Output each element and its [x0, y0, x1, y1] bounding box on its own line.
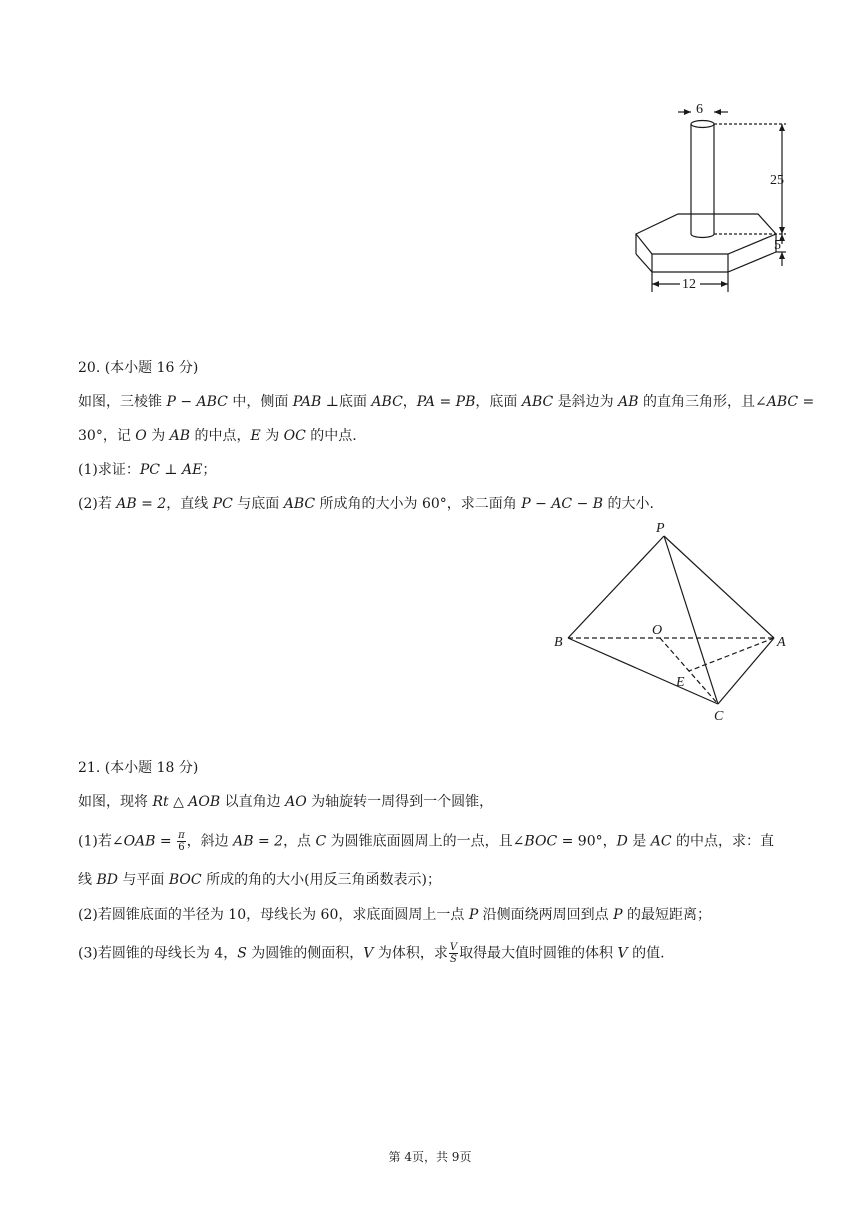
vertex-A-label: A — [777, 635, 786, 650]
pyramid-figure — [548, 518, 796, 726]
q21-part3: (3)若圆锥的母线长为 4，S 为圆锥的侧面积，V 为体积，求 $\frac{V}{S}$ 取得最大值时圆锥的体积 V 的值. — [78, 942, 665, 965]
label-base-height: 5 — [774, 238, 781, 253]
label-base-width: 12 — [682, 277, 696, 292]
vertex-C-label: C — [714, 709, 724, 724]
vertex-P-label: P — [656, 521, 665, 536]
vertex-O-label: O — [652, 623, 663, 638]
q20-header: 20. (本小题 16 分) — [78, 360, 199, 376]
fraction-v-over-s: $\frac{V}{S}$ — [449, 942, 458, 965]
vertex-E-label: E — [676, 675, 685, 690]
q21-part2: (2)若圆锥底面的半径为 10，母线长为 60，求底面圆周上一点 P 沿侧面绕两周回到点 P 的最短距离； — [78, 907, 712, 923]
q21-part1-line2: 线 BD 与平面 BOC 所成的角的大小(用反三角函数表示)； — [78, 872, 441, 888]
q20-line2: 30°，记 O 为 AB 的中点，E 为 OC 的中点. — [78, 428, 357, 444]
q20-line1: 如图，三棱锥 P − ABC 中，侧面 PAB ⊥底面 ABC，PA = PB，底面 ABC 是斜边为 AB 的直角三角形，且∠ABC = — [78, 394, 815, 410]
label-top-width: 6 — [696, 102, 703, 117]
q21-part1-line1: (1)若∠OAB = $\frac{\pi}{6}$ ，斜边 AB = 2，点 C 为圆锥底面圆周上的一点，且∠BOC = 90°，D 是 AC 的中点，求：直 — [78, 830, 775, 853]
q21-intro: 如图，现将 Rt △ AOB 以直角边 AO 为轴旋转一周得到一个圆锥， — [78, 794, 494, 810]
q20-part1: (1)求证：PC ⊥ AE； — [78, 462, 217, 478]
cylinder-prism-figure — [628, 96, 798, 296]
fraction-pi-over-6: $\frac{\pi}{6}$ — [178, 830, 185, 853]
page-footer: 第 4页，共 9页 — [388, 1150, 472, 1164]
q20-part2: (2)若 AB = 2，直线 PC 与底面 ABC 所成角的大小为 60°，求二面角 P − AC − B 的大小. — [78, 496, 654, 512]
vertex-B-label: B — [554, 635, 563, 650]
q21-header: 21. (本小题 18 分) — [78, 760, 199, 776]
label-height: 25 — [770, 173, 784, 188]
